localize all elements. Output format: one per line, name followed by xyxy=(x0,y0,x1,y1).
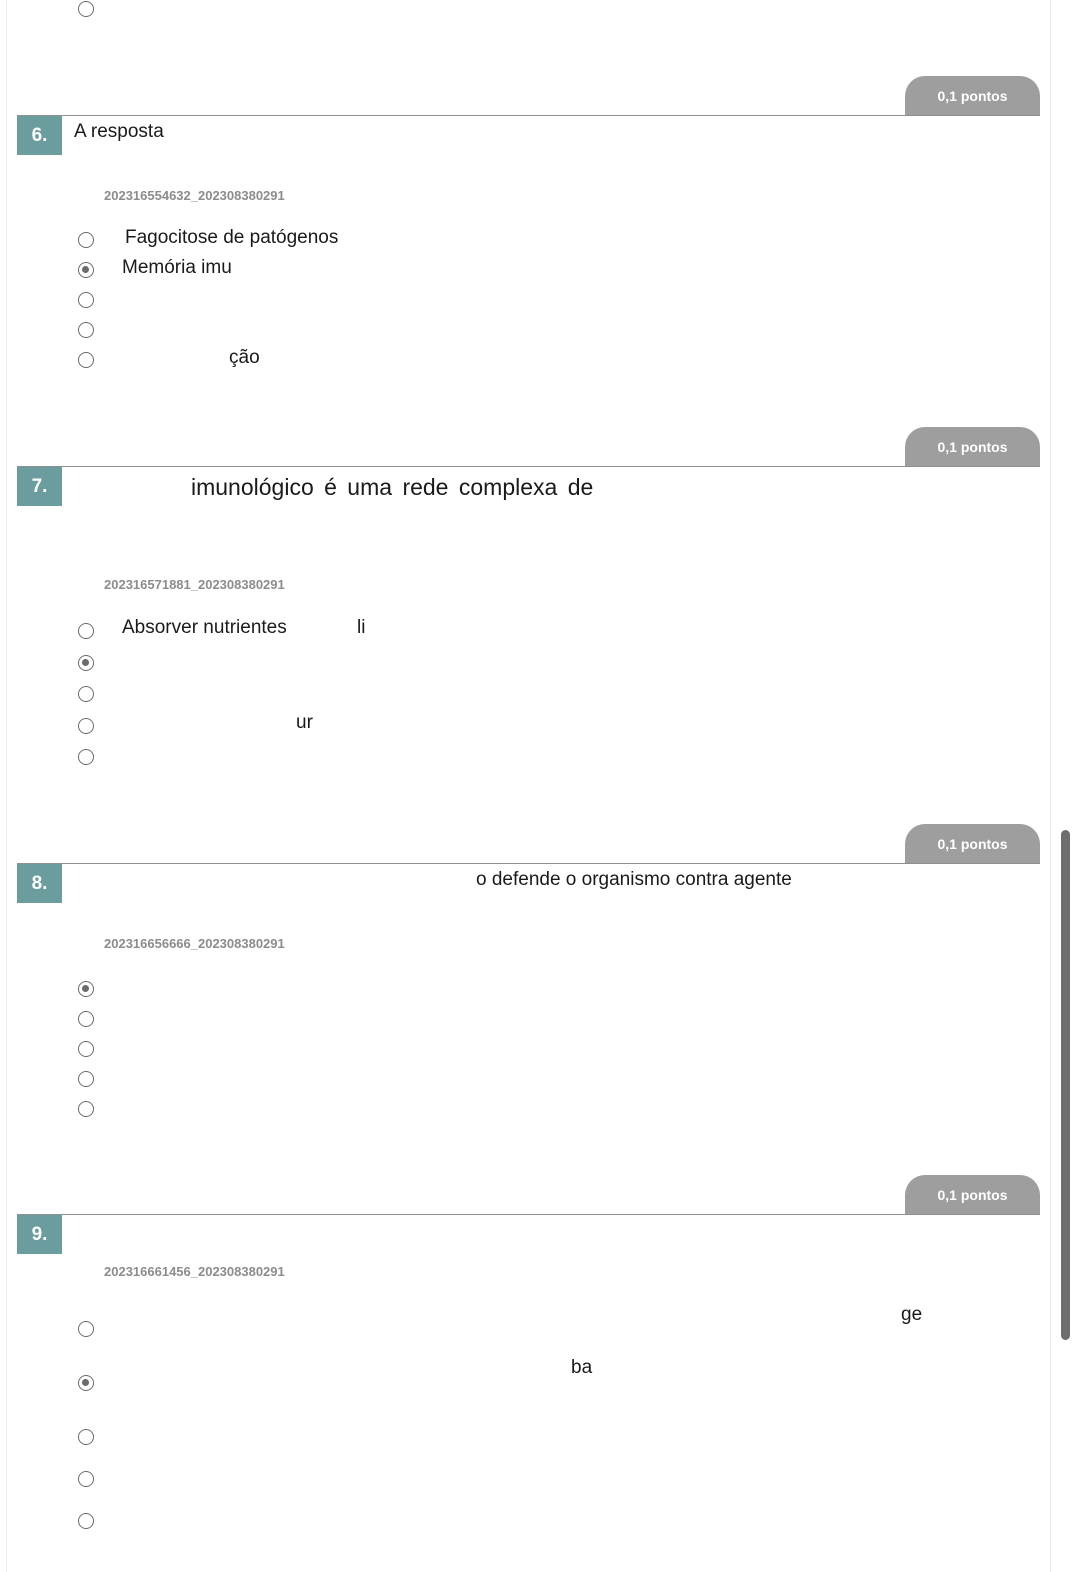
option-radio-d[interactable] xyxy=(78,1471,94,1487)
points-badge: 0,1 pontos xyxy=(905,1175,1040,1215)
option-label-d[interactable]: ur xyxy=(296,712,313,733)
points-badge: 0,1 pontos xyxy=(905,824,1040,864)
option-label-b[interactable]: ba xyxy=(571,1357,593,1378)
option-radio-b[interactable] xyxy=(78,655,94,671)
question-text: o defende o organismo contra agente xyxy=(476,869,792,890)
scrollbar-thumb[interactable] xyxy=(1061,830,1070,1340)
question-text: imunológico é uma rede complexa de xyxy=(191,474,594,500)
previous-question-option-radio[interactable] xyxy=(78,1,94,17)
option-label-a[interactable]: Absorver nutrientes xyxy=(122,617,287,638)
option-radio-d[interactable] xyxy=(78,1071,94,1087)
option-label-e[interactable]: ção xyxy=(229,347,260,368)
option-label-a-continued[interactable]: li xyxy=(357,617,366,638)
option-radio-a[interactable] xyxy=(78,232,94,248)
page-left-border xyxy=(6,0,7,1572)
option-label-a[interactable]: ge xyxy=(901,1304,923,1325)
option-radio-a[interactable] xyxy=(78,981,94,997)
question-number: 8. xyxy=(17,864,62,903)
option-radio-a[interactable] xyxy=(78,1321,94,1337)
option-radio-b[interactable] xyxy=(78,1375,94,1391)
points-badge: 0,1 pontos xyxy=(905,76,1040,116)
option-radio-a[interactable] xyxy=(78,623,94,639)
option-radio-c[interactable] xyxy=(78,1041,94,1057)
page-right-border xyxy=(1050,0,1051,1572)
option-radio-e[interactable] xyxy=(78,1101,94,1117)
question-number: 6. xyxy=(17,116,62,155)
points-badge: 0,1 pontos xyxy=(905,427,1040,467)
option-radio-e[interactable] xyxy=(78,749,94,765)
option-radio-b[interactable] xyxy=(78,262,94,278)
question-number: 9. xyxy=(17,1215,62,1254)
option-radio-c[interactable] xyxy=(78,292,94,308)
option-radio-c[interactable] xyxy=(78,686,94,702)
question-code: 202316656666_202308380291 xyxy=(104,936,285,951)
question-divider xyxy=(17,115,1040,116)
option-label-a[interactable]: Fagocitose de patógenos xyxy=(125,227,339,248)
question-number: 7. xyxy=(17,467,62,506)
question-code: 202316554632_202308380291 xyxy=(104,188,285,203)
option-radio-d[interactable] xyxy=(78,322,94,338)
option-radio-e[interactable] xyxy=(78,352,94,368)
option-label-b[interactable]: Memória imu xyxy=(122,257,232,278)
question-divider xyxy=(17,863,1040,864)
option-radio-b[interactable] xyxy=(78,1011,94,1027)
option-radio-d[interactable] xyxy=(78,718,94,734)
question-code: 202316571881_202308380291 xyxy=(104,577,285,592)
option-radio-e[interactable] xyxy=(78,1513,94,1529)
question-code: 202316661456_202308380291 xyxy=(104,1264,285,1279)
question-divider xyxy=(17,1214,1040,1215)
question-text: A resposta xyxy=(74,121,164,142)
option-radio-c[interactable] xyxy=(78,1429,94,1445)
question-divider xyxy=(17,466,1040,467)
